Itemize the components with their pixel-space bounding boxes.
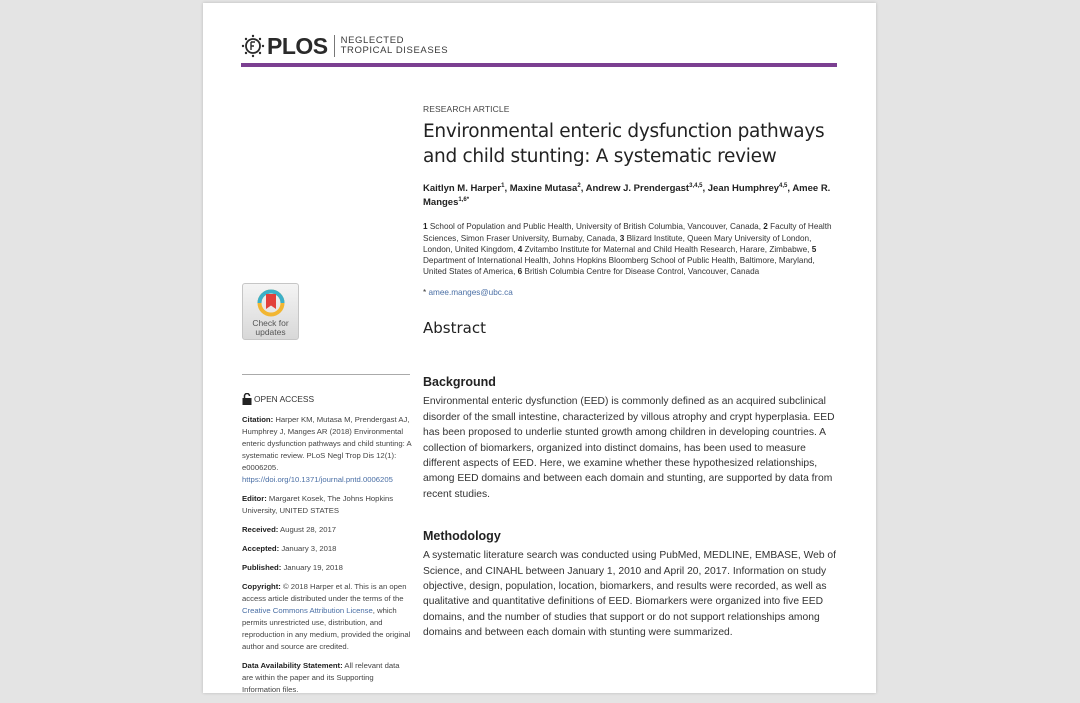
author-name: Jean Humphrey (707, 183, 780, 195)
abstract-heading: Abstract (423, 319, 486, 338)
author-affiliation-ref: 1 (501, 183, 505, 189)
published-label: Published: (242, 563, 282, 572)
data-availability (242, 660, 412, 696)
open-access-label: OPEN ACCESS (254, 394, 315, 404)
section-heading: Methodology (423, 529, 501, 544)
journal-header (241, 32, 448, 60)
affiliation-number: 2 (763, 222, 768, 232)
published-value: January 19, 2018 (283, 563, 343, 572)
editor (242, 493, 412, 517)
citation-label: Citation: (242, 415, 274, 424)
affiliation-number: 3 (619, 233, 625, 243)
section-body: A systematic literature search was conducted using PubMed, MEDLINE, EMBASE, Web of Science, and CINAHL between January 1, 2010 and April 20, 2017. Information on study objective, design, population, location, biomarkers, and results were recorded, as well as qualitative and quantitative definitions of EED. Biomarkers were organized into five EED domains, and the number of studies that support or do not support relationships among domains and between each domain with stunting were summarized. (423, 550, 837, 639)
author (586, 183, 703, 194)
accepted-date (242, 543, 412, 555)
abstract-section-background (423, 375, 838, 502)
author-affiliation-ref: 3,4,5 (689, 183, 703, 189)
affiliation-text: School of Population and Public Health, University of British Columbia, Vancouver, Canada, (429, 222, 762, 232)
sidebar-divider (242, 374, 410, 375)
corresponding-marker: * (466, 196, 470, 203)
journal-name-line2: TROPICAL DISEASES (340, 45, 449, 56)
data-availability-label: Data Availability Statement: (242, 661, 343, 670)
author-list: Kaitlyn M. Harper$^1$, Maxine Mutasa$^2$, Andrew J. Prendergast$^{3,4,5}$, Jean Humphrey$^{4,5}$, Amee R. Manges$^{1,6*}$ (423, 183, 831, 208)
check-for-updates-button[interactable] (242, 283, 299, 340)
author-name: Maxine Mutasa (509, 183, 578, 195)
received-date (242, 524, 412, 536)
author-name: Andrew J. Prendergast (585, 183, 690, 195)
copyright-text: © 2018 Harper et al. This is an open access article distributed under the terms of the (242, 582, 407, 603)
check-updates-line1: Check for (252, 318, 289, 328)
article-info-sidebar (242, 414, 412, 703)
section-heading: Background (423, 375, 496, 390)
corresponding-marker: * (423, 288, 427, 298)
accepted-label: Accepted: (242, 544, 280, 553)
corresponding-email-link[interactable]: amee.manges@ubc.ca (428, 288, 513, 298)
editor-label: Editor: (242, 494, 267, 503)
copyright-label: Copyright: (242, 582, 281, 591)
citation (242, 414, 412, 486)
data-availability-text: All relevant data are within the paper and its Supporting Information files. (242, 661, 400, 694)
article-type: RESEARCH ARTICLE (423, 104, 510, 114)
pdf-page (203, 3, 876, 693)
author-affiliation-ref (458, 197, 469, 203)
affiliation-number: 4 (517, 244, 523, 254)
copyright-text-end: , which permits unrestricted use, distribution, and reproduction in any medium, provided the original author and source are credited. (242, 606, 411, 651)
received-value: August 28, 2017 (280, 525, 337, 534)
accepted-value: January 3, 2018 (281, 544, 337, 553)
affiliation-text: Department of International Health, Johns Hopkins Bloomberg School of Public Health, Baltimore, Maryland, United States of America, (423, 255, 815, 277)
author-affiliation-ref: 4,5 (779, 183, 788, 189)
author (423, 183, 504, 194)
header-divider (334, 35, 335, 57)
author (510, 183, 581, 194)
author-name: Kaitlyn M. Harper (423, 183, 502, 195)
header-rule (241, 63, 837, 67)
citation-text: Harper KM, Mutasa M, Prendergast AJ, Humphrey J, Manges AR (2018) Environmental enteric dysfunction pathways and child stunting: A systematic review. PLoS Negl Trop Dis 12(1): e0006205. (242, 415, 412, 472)
affiliations (423, 221, 838, 277)
check-updates-line2: updates (255, 327, 286, 337)
copyright (242, 581, 412, 653)
check-updates-label (243, 319, 298, 337)
abstract-section-methodology (423, 529, 838, 640)
article-main (423, 104, 838, 641)
author-name: Amee R. Manges (423, 183, 831, 208)
author-affiliation-num: 1,6 (458, 196, 467, 203)
author-affiliation-ref: 2 (577, 183, 581, 189)
affiliation-number: 1 (423, 222, 428, 232)
plos-wordmark: PLOS (267, 32, 328, 59)
editor-text: Margaret Kosek, The Johns Hopkins University, UNITED STATES (242, 494, 394, 515)
journal-name-line1: NEGLECTED (340, 35, 405, 46)
bookmark-ring-icon (256, 288, 286, 318)
open-access-badge (242, 393, 314, 405)
affiliation-text: Faculty of Health Sciences, Simon Fraser University, Burnaby, Canada, (423, 222, 832, 243)
open-lock-icon (242, 393, 252, 405)
affiliation-text: Blizard Institute, Queen Mary University of London, London, United Kingdom, (423, 233, 812, 254)
author (708, 183, 788, 194)
affiliation-number: 6 (517, 267, 523, 277)
affiliation-text: Zvitambo Institute for Maternal and Child Health Research, Harare, Zimbabwe, (524, 244, 810, 254)
received-label: Received: (242, 525, 279, 534)
published-date (242, 562, 412, 574)
article-title: Environmental enteric dysfunction pathways and child stunting: A systematic review (423, 121, 825, 167)
section-body: Environmental enteric dysfunction (EED) is commonly defined as an acquired subclinical disorder of the small intestine, characterized by villous atrophy and crypt hyperplasia. EED has been proposed to underlie stunted growth among children in developing countries. A collection of biomarkers, organized into distinct domains, has been used to measure different aspects of EED. Here, we examine whether these hypothesized relationships, among EED domains and between each domain and stunting, are supported by data from recent studies. (423, 396, 835, 500)
affiliation-text: British Columbia Centre for Disease Control, Vancouver, Canada (524, 267, 760, 277)
plos-logo-icon (241, 34, 265, 58)
affiliation-number: 5 (811, 244, 817, 254)
corresponding-author (423, 288, 838, 297)
doi-link[interactable]: https://doi.org/10.1371/journal.pntd.0006205 (242, 475, 393, 484)
license-link[interactable]: Creative Commons Attribution License (242, 606, 373, 615)
journal-name (341, 36, 449, 56)
